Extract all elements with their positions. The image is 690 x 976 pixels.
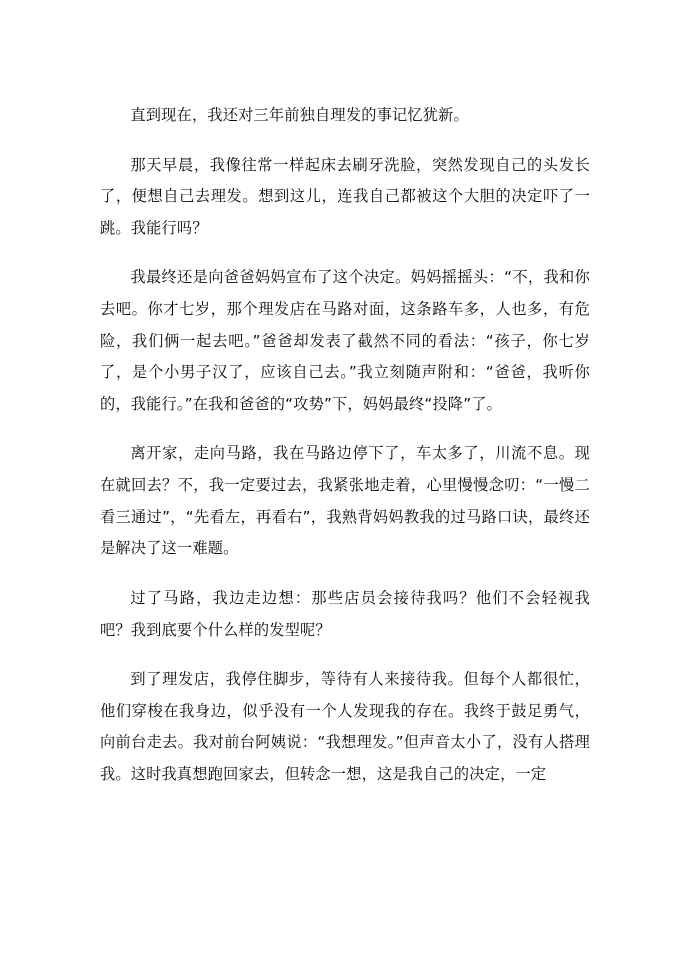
paragraph: 那天早晨，我像往常一样起床去刷牙洗脸，突然发现自己的头发长了，便想自己去理发。想到这儿，连我自己都被这个大胆的决定吓了一跳。我能行吗？ (100, 155, 590, 237)
paragraph: 直到现在，我还对三年前独自理发的事记忆犹新。 (130, 106, 469, 124)
paragraph: 到了理发店，我停住脚步，等待有人来接待我。但每个人都很忙，他们穿梭在我身边，似乎没有一个人发现我的存在。我终于鼓足勇气，向前台走去。我对前台阿姨说：“我想理发。”但声音太小了，没有人搭理我。这时我真想跑回家去，但转念一想，这是我自己的决定，一定 (100, 670, 590, 783)
paragraph: 过了马路，我边走边想：那些店员会接待我吗？他们不会轻视我吧？我到底要个什么样的发型呢？ (100, 588, 590, 639)
paragraph: 离开家，走向马路，我在马路边停下了，车太多了，川流不息。现在就回去？不，我一定要过去，我紧张地走着，心里慢慢念叨：“一慢二看三通过”，“先看左，再看右”，我熟背妈妈教我的过马路口诀，最终还是解决了这一难题。 (100, 444, 590, 558)
paragraph: 我最终还是向爸爸妈妈宣布了这个决定。妈妈摇摇头：“不，我和你去吧。你才七岁，那个理发店在马路对面，这条路车多，人也多，有危险，我们俩一起去吧。”爸爸却发表了截然不同的看法：“孩子，你七岁了，是个小男子汉了，应该自己去。”我立刻随声附和：“爸爸，我听你的，我能行。”在我和爸爸的“攻势”下，妈妈最终“投降”了。 (100, 268, 590, 413)
document-body (100, 100, 590, 791)
